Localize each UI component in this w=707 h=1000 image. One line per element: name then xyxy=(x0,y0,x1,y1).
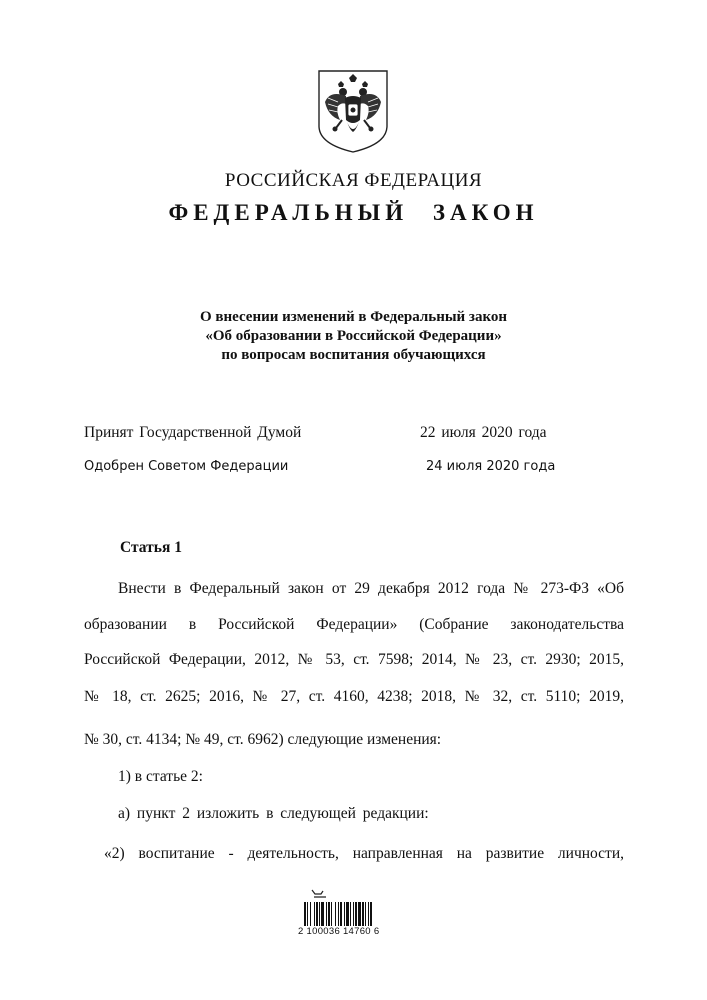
document-type: ФЕДЕРАЛЬНЫЙ ЗАКОН xyxy=(168,200,539,225)
law-title xyxy=(0,308,707,365)
law-title-line: по вопросам воспитания обучающихся xyxy=(221,347,486,363)
country-name: РОССИЙСКАЯ ФЕДЕРАЦИЯ xyxy=(224,170,483,191)
law-title-line: О внесении изменений в Федеральный закон xyxy=(199,309,508,325)
duma-adoption-label: Принят Государственной Думой xyxy=(84,424,302,441)
duma-adoption-date: 22 июля 2020 года xyxy=(420,424,547,441)
council-approval-date: 24 июля 2020 года xyxy=(426,459,556,474)
coat-of-arms-emblem-icon xyxy=(316,68,390,154)
article-text-line: Российской Федерации, 2012, № 53, ст. 7598; 2014, № 23, ст. 2930; 2015, xyxy=(84,651,624,668)
article-text-line: образовании в Российской Федерации» (Собрание законодательства xyxy=(84,616,624,633)
article-text-line: 1) в статье 2: xyxy=(118,768,203,785)
article-text-line: Внести в Федеральный закон от 29 декабря 2012 года № 273-ФЗ «Об xyxy=(118,580,624,597)
law-title-line: «Об образовании в Российской Федерации» xyxy=(205,328,502,344)
article-text-line: а) пункт 2 изложить в следующей редакции: xyxy=(118,805,429,822)
article-text-line: № 30, ст. 4134; № 49, ст. 6962) следующие изменения: xyxy=(84,731,442,748)
article-heading: Статья 1 xyxy=(120,539,182,556)
barcode-number: 2 100036 14760 6 xyxy=(298,926,380,937)
duma-adoption-row xyxy=(84,424,644,442)
article-text-line: «2) воспитание - деятельность, направленная на развитие личности, xyxy=(104,845,624,862)
article-text-line: № 18, ст. 2625; 2016, № 27, ст. 4160, 4238; 2018, № 32, ст. 5110; 2019, xyxy=(84,688,624,705)
council-approval-row xyxy=(84,459,644,474)
council-approval-label: Одобрен Советом Федерации xyxy=(84,459,289,474)
